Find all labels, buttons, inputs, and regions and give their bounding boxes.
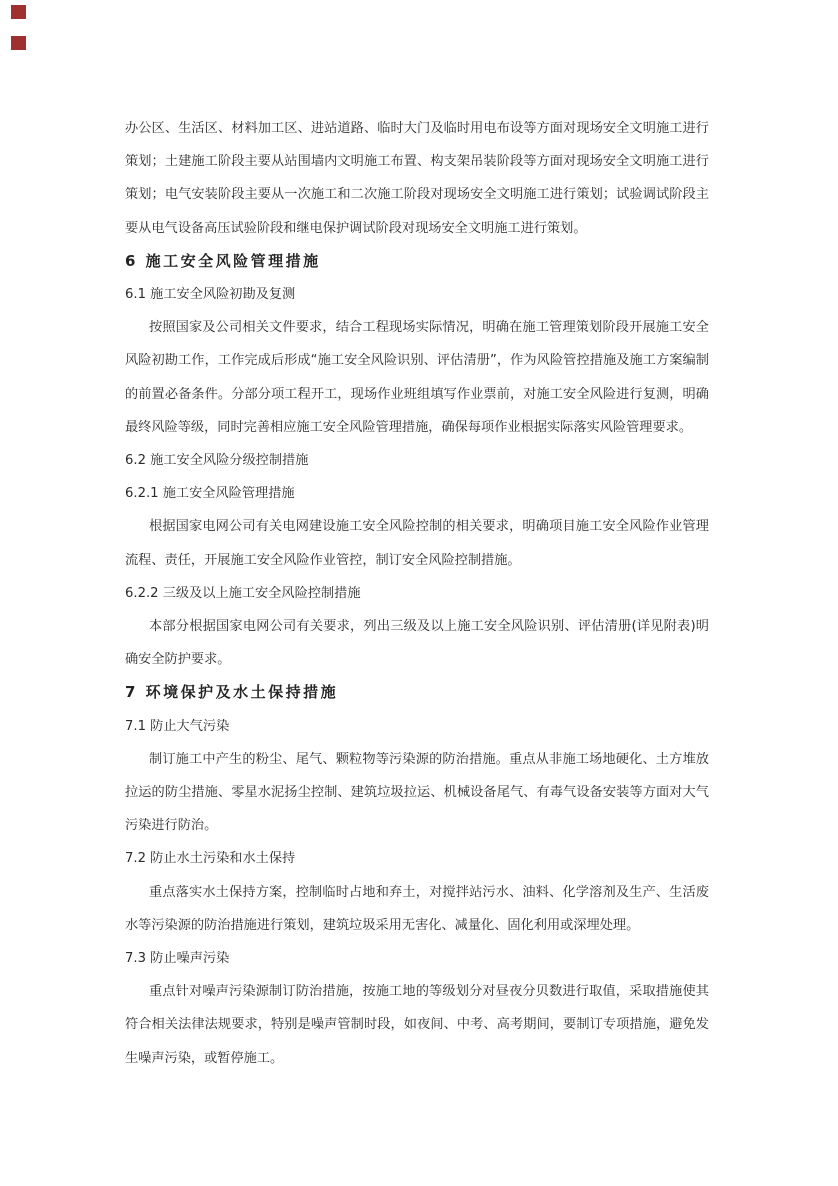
section-6-1-heading: 6.1 施工安全风险初勘及复测 bbox=[125, 287, 296, 303]
paragraph-water-soil: 重点落实水土保持方案，控制临时占地和弃土，对搅拌站污水、油料、化学溶剂及生产、生活废水等污染源的防治措施进行策划，建筑垃圾采用无害化、减量化、固化利用或深埋处理。 bbox=[125, 884, 709, 933]
section-7-3-heading: 7.3 防止噪声污染 bbox=[125, 951, 230, 967]
paragraph-risk-survey: 按照国家及公司相关文件要求，结合工程现场实际情况，明确在施工管理策划阶段开展施工安全风险初勘工作，工作完成后形成“施工安全风险识别、评估清册”，作为风险管控措施及施工方案编制的前置必备条件。分部分项工程开工，现场作业班组填写作业票前，对施工安全风险进行复测，明确最终风险等级，同时完善相应施工安全风险管理措施，确保每项作业根据实际落实风险管理要求。 bbox=[125, 320, 709, 435]
paragraph-level3-risk: 本部分根据国家电网公司有关要求，列出三级及以上施工安全风险识别、评估清册(详见附表)明确安全防护要求。 bbox=[125, 619, 709, 668]
section-7-heading: 7 环境保护及水土保持措施 bbox=[125, 683, 339, 702]
paragraph-risk-management: 根据国家电网公司有关电网建设施工安全风险控制的相关要求，明确项目施工安全风险作业管理流程、责任，开展施工安全风险作业管控，制订安全风险控制措施。 bbox=[125, 519, 709, 568]
paragraph-noise-pollution: 重点针对噪声污染源制订防治措施，按施工地的等级划分对昼夜分贝数进行取值，采取措施使其符合相关法律法规要求，特别是噪声管制时段，如夜间、中考、高考期间，要制订专项措施，避免发生噪声污染，或暂停施工。 bbox=[125, 984, 709, 1066]
section-7-1-heading: 7.1 防止大气污染 bbox=[125, 718, 230, 734]
paragraph-air-pollution: 制订施工中产生的粉尘、尾气、颗粒物等污染源的防治措施。重点从非施工场地硬化、土方堆放拉运的防尘措施、零星水泥扬尘控制、建筑垃圾拉运、机械设备尾气、有毒气设备安装等方面对大气污染进行防治。 bbox=[125, 751, 709, 834]
section-6-2-1-heading: 6.2.1 施工安全风险管理措施 bbox=[125, 486, 295, 502]
document-body bbox=[125, 112, 709, 1075]
section-6-heading: 6 施工安全风险管理措施 bbox=[125, 251, 321, 270]
section-6-2-2-heading: 6.2.2 三级及以上施工安全风险控制措施 bbox=[125, 585, 361, 601]
section-7-2-heading: 7.2 防止水土污染和水土保持 bbox=[125, 851, 296, 867]
red-corner-mark-top bbox=[11, 5, 26, 19]
paragraph-site-planning-continuation: 办公区、生活区、材料加工区、进站道路、临时大门及临时用电布设等方面对现场安全文明施工进行策划；土建施工阶段主要从站围墙内文明施工布置、构支架吊装阶段等方面对现场安全文明施工进行策划；电气安装阶段主要从一次施工和二次施工阶段对现场安全文明施工进行策划；试验调试阶段主要从电气设备高压试验阶段和继电保护调试阶段对现场安全文明施工进行策划。 bbox=[125, 121, 709, 236]
section-6-2-heading: 6.2 施工安全风险分级控制措施 bbox=[125, 453, 309, 469]
red-corner-mark-bottom bbox=[11, 36, 26, 50]
